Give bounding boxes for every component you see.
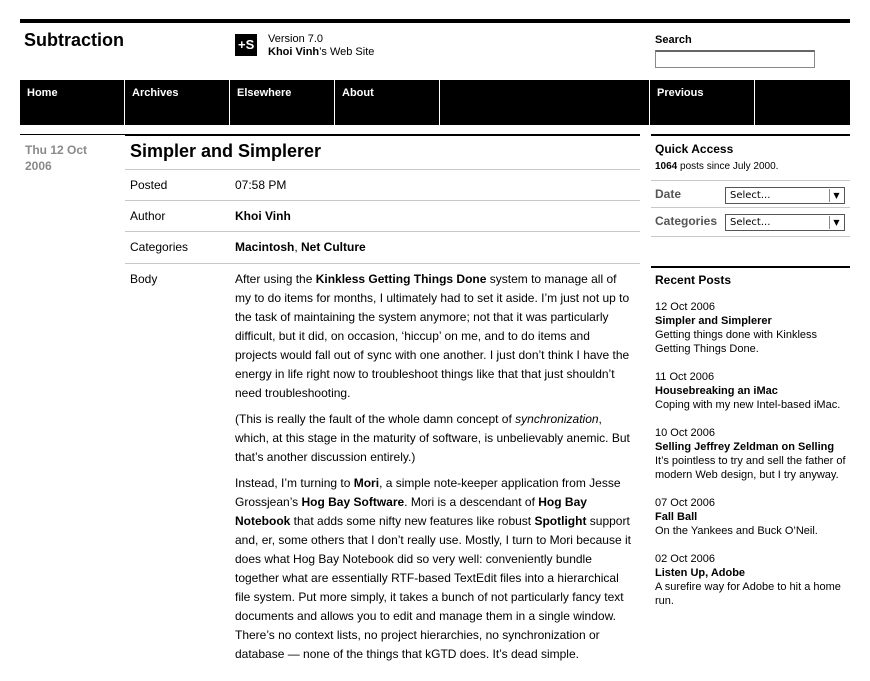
row-divider — [125, 263, 640, 264]
text: system to manage all of my to do items for months, I ultimately had to set it aside. I’m just not up to the task of maintaining the system anymore; not that it was particularly difficult, but it did, on occasion, ‘hiccup’ on me, and to do items and projects would fall out of sync with one another. I just don’t think I have the energy in life right now to troubleshoot things like that that just shouldn’t need troubleshooting. — [235, 272, 630, 400]
text: (This is really the fault of the whole damn concept of — [235, 412, 516, 426]
recent-post-title[interactable]: Fall Ball — [655, 511, 698, 523]
sidebar-divider — [651, 207, 850, 208]
link-kinkless[interactable]: Kinkless Getting Things Done — [315, 272, 487, 286]
post-count-number: 1064 — [655, 161, 678, 172]
quick-access-title: Quick Access — [655, 142, 734, 156]
post-rule — [125, 134, 640, 136]
paragraph — [235, 410, 635, 467]
sidebar-rule — [651, 266, 850, 268]
recent-post-desc: Getting things done with Kinkless Getting Things Done. — [655, 329, 818, 355]
site-owner — [268, 46, 374, 59]
recent-posts-title: Recent Posts — [655, 273, 732, 287]
recent-post-item — [655, 300, 850, 356]
post-title[interactable]: Simpler and Simplerer — [130, 141, 322, 161]
sidebar-divider — [651, 180, 850, 181]
row-divider — [125, 200, 640, 201]
category-separator: , — [294, 240, 302, 254]
nav-previous[interactable]: Previous — [650, 80, 755, 125]
paragraph — [235, 474, 635, 664]
recent-post-title[interactable]: Simpler and Simplerer — [655, 315, 772, 327]
text: Instead, I’m turning to — [235, 476, 354, 490]
sidebar-rule — [651, 134, 850, 136]
emphasis: synchronization — [515, 412, 599, 426]
nav-elsewhere[interactable]: Elsewhere — [230, 80, 335, 125]
recent-post-desc: A surefire way for Adobe to hit a home run. — [655, 581, 841, 607]
search-label: Search — [655, 34, 692, 46]
category-link-net-culture[interactable]: Net Culture — [301, 240, 366, 254]
post-date-day: Thu 12 Oct — [25, 143, 88, 157]
recent-post-title[interactable]: Selling Jeffrey Zeldman on Selling — [655, 441, 835, 453]
post-body — [235, 270, 635, 671]
sidebar-divider — [651, 236, 850, 237]
recent-post-title[interactable]: Housebreaking an iMac — [655, 385, 778, 397]
date-select-value: Select... — [730, 190, 771, 201]
recent-post-date: 02 Oct 2006 — [655, 553, 715, 565]
site-logo[interactable] — [235, 34, 257, 56]
logo-text: +S — [238, 37, 255, 52]
date-filter-label: Date — [655, 187, 682, 201]
dropdown-arrow-icon: ▼ — [829, 216, 843, 229]
text: After using the — [235, 272, 316, 286]
paragraph — [235, 270, 635, 403]
post-count — [655, 161, 778, 172]
search-input[interactable] — [655, 50, 815, 68]
posted-value: 07:58 PM — [235, 178, 287, 192]
recent-post-date: 12 Oct 2006 — [655, 301, 715, 313]
text: that adds some nifty new features like robust — [290, 514, 535, 528]
categories-label: Categories — [130, 240, 189, 254]
owner-name: Khoi Vinh — [268, 46, 320, 58]
nav-home[interactable]: Home — [20, 80, 125, 125]
link-hog-bay-software[interactable]: Hog Bay Software — [301, 495, 405, 509]
recent-post-item — [655, 426, 850, 482]
recent-post-item — [655, 552, 850, 608]
recent-post-desc: Coping with my new Intel-based iMac. — [655, 399, 841, 411]
recent-post-item — [655, 496, 850, 538]
recent-post-item — [655, 370, 850, 412]
link-hog-bay-notebook[interactable]: Hog Bay Notebook — [235, 495, 587, 528]
version-info — [268, 33, 374, 59]
nav-spacer — [440, 80, 650, 125]
author-link[interactable]: Khoi Vinh — [235, 209, 291, 223]
categories-filter-label: Categories — [655, 214, 718, 228]
author-value — [235, 209, 291, 223]
recent-post-desc: On the Yankees and Buck O’Neil. — [655, 525, 818, 537]
post-count-suffix: posts since July 2000. — [677, 161, 779, 172]
recent-post-desc: It’s pointless to try and sell the father of modern Web design, but I try anyway. — [655, 455, 846, 481]
author-label: Author — [130, 209, 166, 223]
categories-select[interactable] — [725, 214, 845, 231]
link-mori[interactable]: Mori — [353, 476, 380, 490]
text: , which, at this stage in the maturity of software, is unbelievably anemic. But that’s another discussion entirely.) — [235, 412, 630, 464]
recent-post-date: 10 Oct 2006 — [655, 427, 715, 439]
header-rule — [20, 19, 850, 23]
recent-post-date: 11 Oct 2006 — [655, 371, 715, 383]
nav-about[interactable]: About — [335, 80, 440, 125]
site-title[interactable]: Subtraction — [24, 30, 125, 50]
categories-value — [235, 240, 366, 254]
text: . Mori is a descendant of — [404, 495, 539, 509]
posted-label: Posted — [130, 178, 168, 192]
row-divider — [125, 231, 640, 232]
recent-posts-list — [655, 300, 850, 622]
owner-suffix: ’s Web Site — [319, 46, 375, 58]
post-date-year: 2006 — [25, 159, 52, 173]
nav-archives[interactable]: Archives — [125, 80, 230, 125]
post-date — [25, 142, 115, 174]
categories-select-value: Select... — [730, 217, 771, 228]
main-nav — [20, 80, 850, 125]
date-select[interactable] — [725, 187, 845, 204]
recent-post-date: 07 Oct 2006 — [655, 497, 715, 509]
body-label: Body — [130, 272, 158, 286]
link-spotlight[interactable]: Spotlight — [534, 514, 587, 528]
category-link-macintosh[interactable]: Macintosh — [235, 240, 295, 254]
row-divider — [125, 169, 640, 170]
text: , a simple note-keeper application from Jesse Grossjean’s — [235, 476, 621, 509]
dropdown-arrow-icon: ▼ — [829, 189, 843, 202]
text: support and, er, some others that I don’t really use. Mostly, I turn to Mori because it does what Hog Bay Notebook did so very well: conveniently bundle together what are essentially RTF-based TextEdit files into a hierarchical file system. Put more simply, it takes a bunch of not particularly fancy text documents and allows you to edit and manage them in a single window. There’s no context lists, no project hierarchies, no synchronization or database — none of the things that kGTD does. It’s dead simple. — [235, 514, 631, 661]
recent-post-title[interactable]: Listen Up, Adobe — [655, 567, 746, 579]
version-label: Version 7.0 — [268, 33, 324, 45]
